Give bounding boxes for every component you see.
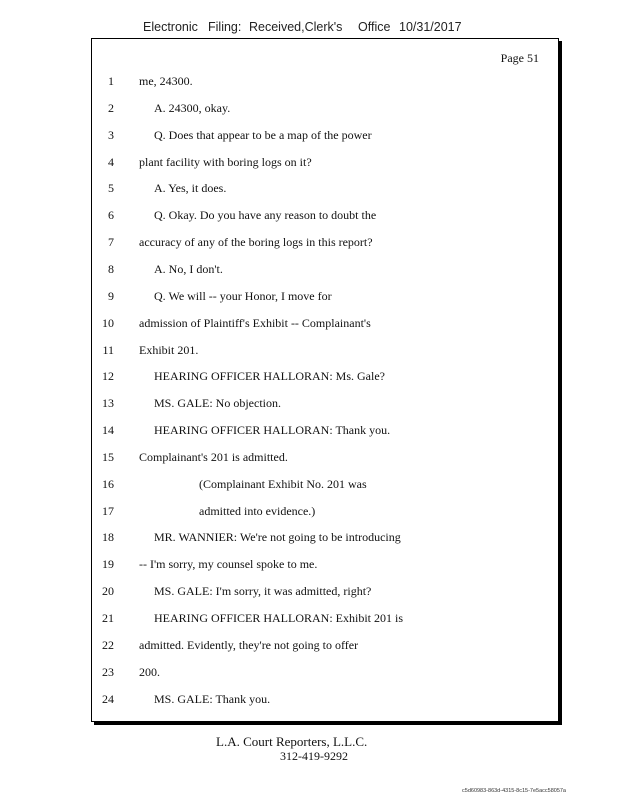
line-text: MS. GALE: Thank you. (154, 691, 271, 706)
line-text: Complainant's 201 is admitted. (139, 449, 288, 464)
line-number: 18 (102, 530, 114, 545)
line-number: 22 (102, 637, 114, 652)
footer-phone: 312-419-9292 (280, 749, 348, 763)
line-number: 20 (102, 584, 114, 599)
line-text: Q. We will -- your Honor, I move for (154, 288, 332, 303)
stamp-electronic: Electronic (143, 20, 198, 34)
line-number: 11 (102, 342, 114, 357)
line-text: admitted into evidence.) (199, 503, 316, 518)
line-number: 6 (108, 208, 114, 223)
stamp-office: Office (358, 20, 391, 34)
line-text: HEARING OFFICER HALLORAN: Exhibit 201 is (154, 611, 404, 625)
line-text: -- I'm sorry, my counsel spoke to me. (139, 557, 318, 572)
line-number: 2 (108, 100, 114, 115)
line-text: Q. Does that appear to be a map of the power (154, 127, 372, 142)
line-number: 19 (102, 557, 114, 572)
line-text: admission of Plaintiff's Exhibit -- Complainant's (139, 315, 371, 330)
page-number: Page 51 (500, 51, 539, 65)
line-text: (Complainant Exhibit No. 201 was (199, 476, 367, 491)
line-number: 16 (102, 476, 114, 491)
line-number: 8 (108, 261, 114, 276)
line-text: A. Yes, it does. (154, 181, 227, 196)
line-number: 15 (102, 449, 114, 464)
line-number: 5 (108, 181, 114, 196)
line-text: HEARING OFFICER HALLORAN: Thank you. (154, 423, 391, 438)
line-number: 7 (108, 235, 114, 250)
line-text: me, 24300. (139, 74, 193, 88)
line-text: 200. (139, 664, 160, 679)
line-number: 23 (102, 664, 114, 679)
line-number: 13 (102, 396, 114, 411)
line-number: 12 (102, 369, 114, 384)
line-text: Q. Okay. Do you have any reason to doubt the (154, 208, 377, 223)
stamp-date: 10/31/2017 (399, 20, 462, 34)
line-text: Exhibit 201. (139, 342, 199, 357)
line-number: 9 (108, 288, 114, 303)
line-text: admitted. Evidently, they're not going to offer (139, 637, 359, 652)
line-text: A. 24300, okay. (154, 100, 231, 115)
line-text: MS. GALE: I'm sorry, it was admitted, right? (154, 584, 372, 599)
line-number: 17 (102, 503, 114, 518)
line-number: 10 (102, 315, 114, 330)
line-text: MR. WANNIER: We're not going to be introducing (154, 530, 401, 545)
stamp-received: Received,Clerk's (249, 20, 343, 34)
transcript-page (91, 38, 559, 722)
line-text: plant facility with boring logs on it? (139, 154, 312, 169)
stamp-filing: Filing: (208, 20, 242, 34)
line-number: 4 (108, 154, 114, 169)
line-text: MS. GALE: No objection. (154, 396, 281, 411)
line-number: 3 (108, 127, 114, 142)
line-number: 21 (102, 611, 114, 625)
line-number: 14 (102, 423, 114, 438)
line-text: accuracy of any of the boring logs in this report? (139, 235, 373, 250)
line-text: A. No, I don't. (154, 261, 223, 276)
footer-company: L.A. Court Reporters, L.L.C. (216, 734, 368, 749)
line-number: 24 (102, 691, 114, 706)
line-number: 1 (108, 74, 114, 88)
line-text: HEARING OFFICER HALLORAN: Ms. Gale? (154, 369, 385, 384)
document-hash: c5d60983-863d-4315-8c15-7e5acc58057a (462, 788, 566, 794)
